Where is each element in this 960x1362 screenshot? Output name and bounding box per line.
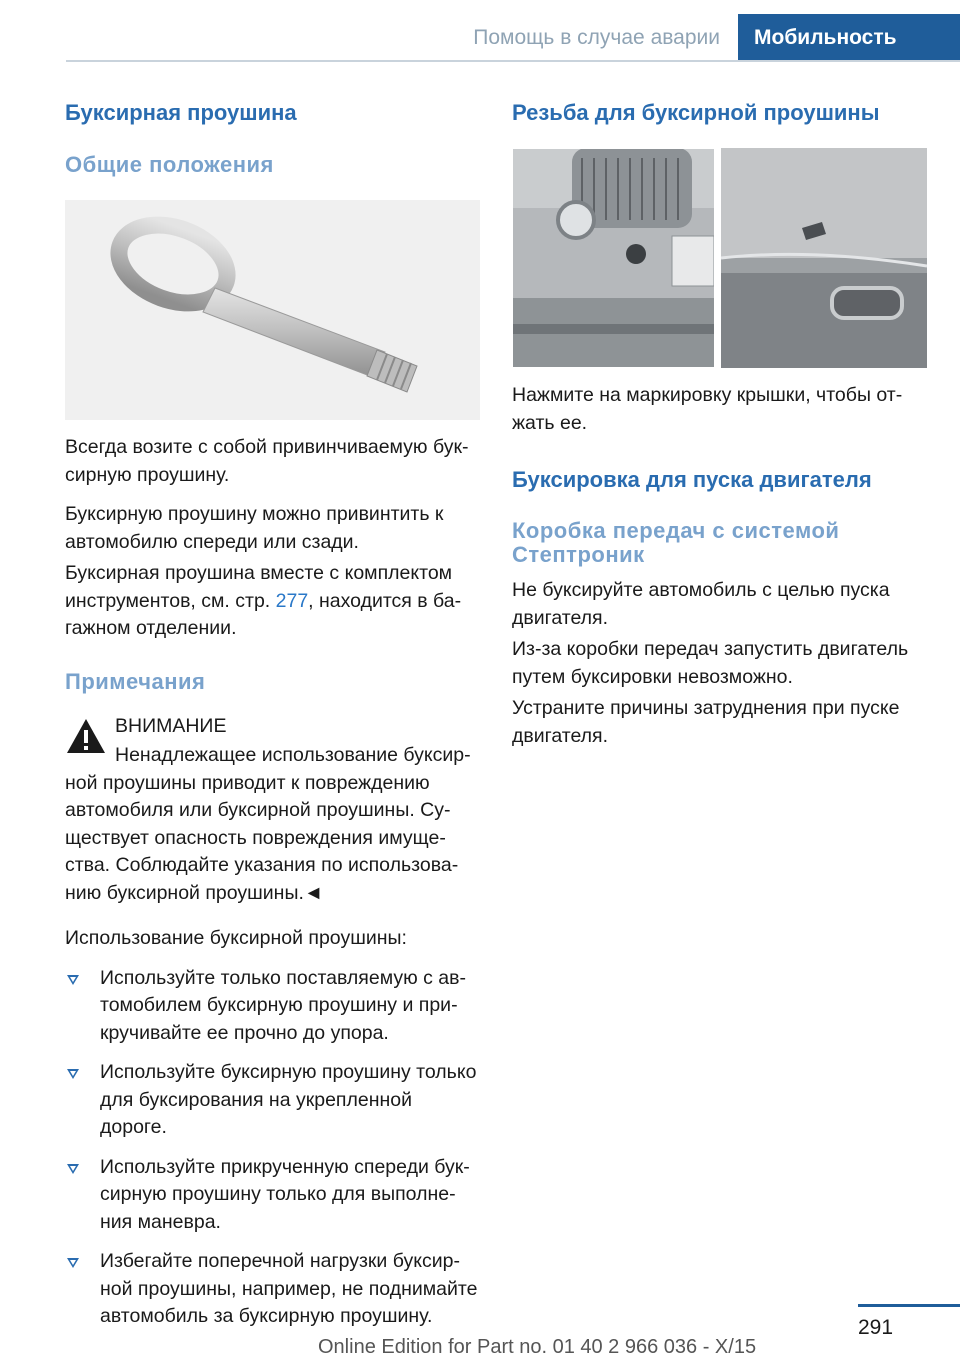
warning-block <box>65 713 480 908</box>
thread-cover-images <box>512 148 927 368</box>
bullet-triangle-icon <box>67 1258 79 1268</box>
bumper-photos <box>512 148 927 368</box>
tab-mobility[interactable]: Мобильность <box>738 14 960 62</box>
page-link-277[interactable]: 277 <box>275 589 309 612</box>
list-item: Избегайте поперечной нагрузки буксирной проушины, например, не поднимайте автомобиль за буксирную проушину. <box>65 1248 480 1331</box>
left-column <box>65 100 480 1331</box>
usage-intro: Использование буксирной проушины: <box>65 927 407 949</box>
right-column <box>512 100 932 750</box>
list-item: Используйте только поставляемую с автомобилем буксирную проушину и прикручивайте ее прочно до упора. <box>65 965 480 1048</box>
page-number-divider <box>858 1304 960 1307</box>
subtitle-general: Общие положения <box>65 152 274 177</box>
warning-icon <box>65 717 107 755</box>
tow-eye-illustration <box>65 200 480 420</box>
bullet-triangle-icon <box>67 1164 79 1174</box>
caption-cover: Нажмите на маркировку крышки, чтобы отжать ее. <box>512 384 903 434</box>
paragraph-impossible: Из-за коробки передач запустить двигатель путем буксировки невозможно. <box>512 638 909 688</box>
bullet-triangle-icon <box>67 975 79 985</box>
subtitle-notes: Примечания <box>65 668 206 694</box>
warning-title: ВНИМАНИЕ <box>115 714 227 737</box>
paragraph-no-tow-start: Не буксируйте автомобиль с целью пуска двигателя. <box>512 579 890 629</box>
warning-text: Ненадлежащее использование буксирной проушины приводит к повреждению автомобиля или буксирной проушины. Существует опасность повреждения имущества. Соблюдайте указания по использованию буксирной проушины.◄ <box>65 744 471 904</box>
paragraph-location: Буксирная проушина вместе с комплектом инструментов, см. стр. 277, находится в багажном отделении. <box>65 562 462 639</box>
section-title-start: Буксировка для пуска двигателя <box>512 467 872 492</box>
edition-footer: Online Edition for Part no. 01 40 2 966 036 - X/15 <box>318 1336 757 1358</box>
section-title-thread: Резьба для буксирной проушины <box>512 100 880 125</box>
paragraph-fix-causes: Устраните причины затруднения при пуске двигателя. <box>512 697 900 747</box>
paragraph-carry: Всегда возите с собой привинчиваемую буксирную проушину. <box>65 436 469 486</box>
header-divider <box>66 60 960 62</box>
breadcrumb[interactable]: Помощь в случае аварии <box>473 26 720 49</box>
list-item: Используйте буксирную проушину только для буксирования на укрепленной дороге. <box>65 1059 480 1142</box>
usage-list <box>65 965 480 1331</box>
subtitle-steptronic: Коробка передач с системой Стептроник <box>512 518 840 567</box>
paragraph-mount: Буксирную проушину можно привинтить к автомобилю спереди или сзади. <box>65 503 444 553</box>
section-title-tow-eye: Буксирная проушина <box>65 100 297 125</box>
list-item: Используйте прикрученную спереди буксирную проушину только для выполнения маневра. <box>65 1154 480 1237</box>
bullet-triangle-icon <box>67 1069 79 1079</box>
page-number: 291 <box>858 1316 894 1339</box>
tow-eye-image <box>65 200 480 420</box>
